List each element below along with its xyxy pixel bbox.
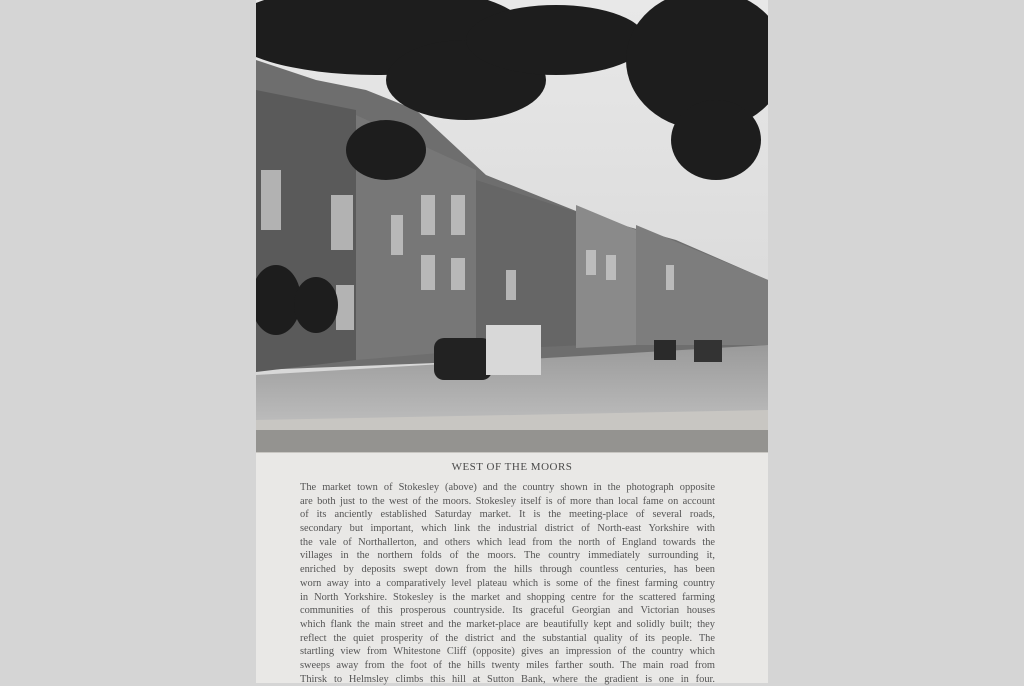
street-photograph xyxy=(256,0,768,453)
body-text xyxy=(300,481,715,686)
text-line: secondary but important, which link the industrial district of North-east Yorkshire with xyxy=(300,523,715,535)
book-page xyxy=(256,0,768,683)
text-line: reflect the quiet prosperity of the district and the substantial quality of its people. The xyxy=(300,632,715,644)
text-line: villages in the northern folds of the moors. The country immediately surrounding it, xyxy=(300,550,715,562)
text-line: are both just to the west of the moors. Stokesley itself is of more than local fame on account xyxy=(300,495,715,507)
text-line: which flank the main street and the market-place are beautifully kept and solidly built; they xyxy=(300,618,715,630)
text-line: The market town of Stokesley (above) and the country shown in the photograph opposite xyxy=(300,482,715,493)
text-line: communities of this prosperous countryside. Its graceful Georgian and Victorian houses xyxy=(300,605,715,617)
text-line: Thirsk to Helmsley climbs this hill at Sutton Bank, where the gradient is one in four. xyxy=(300,673,715,685)
text-line: of its anciently established Saturday market. It is the meeting-place of several roads, xyxy=(300,509,715,521)
text-line: worn away into a comparatively level plateau which is some of the finest farming country xyxy=(300,577,715,589)
section-heading: WEST OF THE MOORS xyxy=(451,461,573,473)
text-line: startling view from Whitestone Cliff (opposite) gives an impression of the country which xyxy=(300,646,715,658)
text-line: in North Yorkshire. Stokesley is the market and shopping centre for the scattered farming xyxy=(300,591,715,603)
photo-illustration xyxy=(256,0,768,453)
text-line: sweeps away from the foot of the hills twenty miles farther south. The main road from xyxy=(300,659,715,671)
text-line: the vale of Northallerton, and others which lead from the north of England towards the xyxy=(300,536,715,548)
text-line: enriched by deposits swept down from the hills through countless centuries, has been xyxy=(300,564,715,576)
